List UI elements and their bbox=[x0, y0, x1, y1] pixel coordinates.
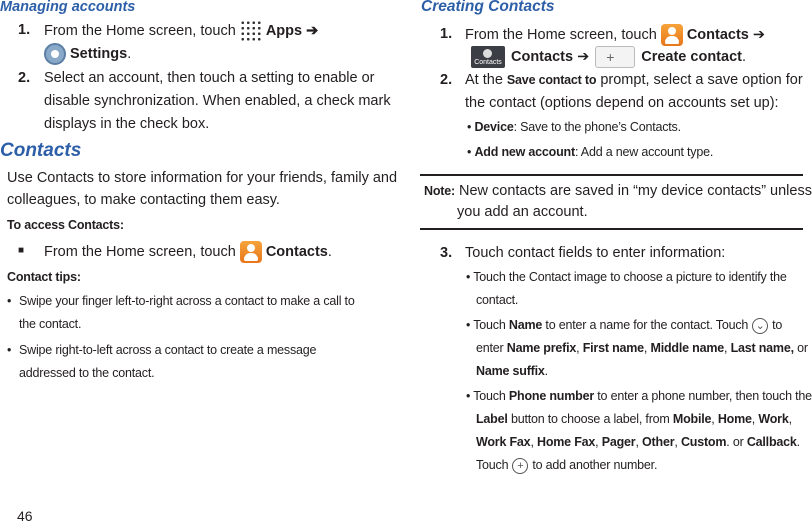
field-tip-phone-line-2: Label button to choose a label, from Mobile, Home, Work, bbox=[476, 412, 792, 426]
contacts-intro-line-1: Use Contacts to store information for your friends, family and bbox=[7, 170, 398, 186]
field-tip-image-line-2: contact. bbox=[476, 293, 519, 307]
tip-1: • Swipe your finger left-to-right across a contact to make a call to bbox=[7, 294, 355, 308]
note-bottom-rule bbox=[420, 228, 803, 230]
managing-accounts-heading: Managing accounts bbox=[0, 0, 136, 15]
note: Note: New contacts are saved in “my device contacts” unless bbox=[424, 183, 812, 199]
creating-contacts-heading: Creating Contacts bbox=[421, 0, 555, 15]
managing-step-1-settings: Settings. bbox=[44, 43, 131, 65]
creating-step-2-line-2: the contact (options depend on accounts set up): bbox=[465, 95, 779, 111]
add-contact-icon bbox=[595, 46, 635, 68]
note-top-rule bbox=[420, 174, 803, 176]
settings-icon bbox=[44, 43, 66, 65]
contacts-icon bbox=[240, 241, 262, 263]
option-device: • Device: Save to the phone’s Contacts. bbox=[467, 120, 681, 134]
contacts-tab-icon: Contacts bbox=[471, 46, 505, 68]
access-contacts-step: From the Home screen, touch Contacts. bbox=[44, 241, 332, 263]
square-bullet: ■ bbox=[18, 245, 25, 256]
creating-step-1-line-2: Contacts Contacts ➔+ Create contact. bbox=[465, 46, 746, 68]
managing-step-2-line-2: disable synchronization. When enabled, a check mark bbox=[44, 93, 391, 109]
tip-2-line-2: addressed to the contact. bbox=[19, 366, 155, 380]
field-tip-image: • Touch the Contact image to choose a picture to identify the bbox=[466, 270, 787, 284]
field-tip-phone: • Touch Phone number to enter a phone number, then touch the bbox=[466, 389, 812, 403]
access-contacts-heading: To access Contacts: bbox=[7, 218, 124, 232]
add-icon: + bbox=[512, 458, 528, 474]
expand-icon: ⌄ bbox=[752, 318, 768, 334]
page-number: 46 bbox=[17, 508, 33, 524]
contact-tips-heading: Contact tips: bbox=[7, 270, 81, 284]
contacts-intro-line-2: colleagues, to make contacting them easy. bbox=[7, 192, 280, 208]
field-tip-name: • Touch Name to enter a name for the contact. Touch ⌄ to bbox=[466, 318, 783, 332]
managing-step-2-line-3: displays in the check box. bbox=[44, 116, 210, 132]
contacts-icon bbox=[661, 24, 683, 46]
tip-1-line-2: the contact. bbox=[19, 317, 82, 331]
option-add-new-account: • Add new account: Add a new account type. bbox=[467, 145, 714, 159]
field-tip-phone-line-3: Work Fax, Home Fax, Pager, Other, Custom. or Callback. bbox=[476, 435, 800, 449]
field-tip-name-line-3: Name suffix. bbox=[476, 364, 548, 378]
field-tip-name-line-2: enter Name prefix, First name, Middle name, Last name, or bbox=[476, 341, 808, 355]
tip-2: • Swipe right-to-left across a contact to create a message bbox=[7, 343, 317, 357]
contacts-heading: Contacts bbox=[0, 140, 82, 161]
note-line-2: you add an account. bbox=[457, 204, 588, 220]
apps-icon bbox=[240, 20, 262, 42]
field-tip-phone-line-4: Touch + to add another number. bbox=[476, 458, 658, 472]
